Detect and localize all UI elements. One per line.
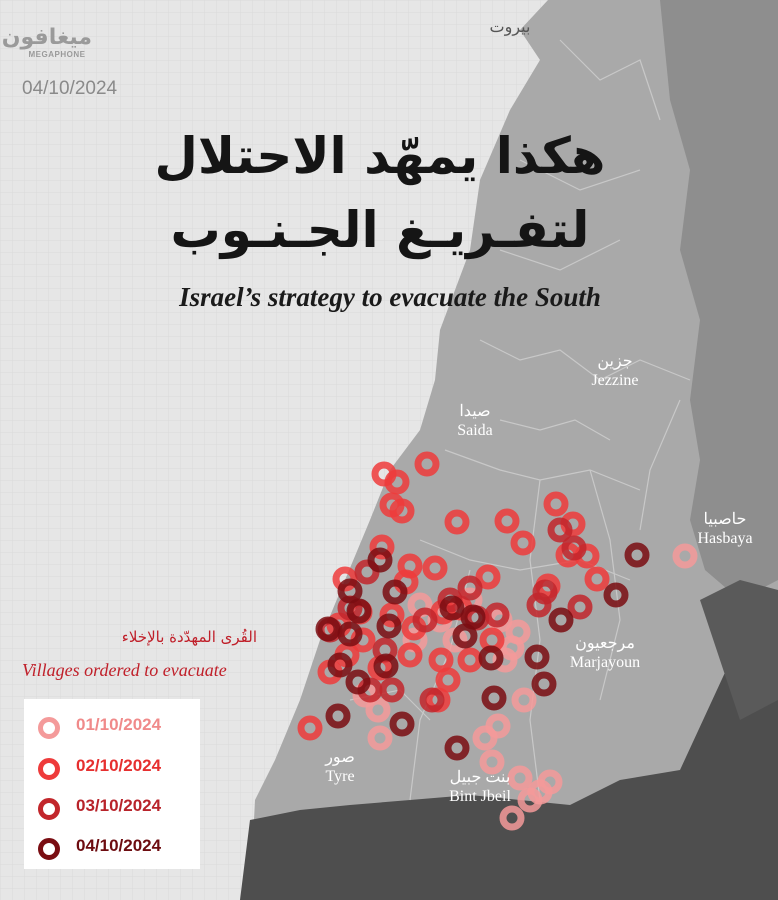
city-hasbaya-en: Hasbaya	[697, 530, 753, 547]
city-hasbaya-ar: حاصبيا	[703, 511, 747, 528]
legend-dot-icon	[38, 838, 60, 860]
city-label-beirut	[470, 18, 550, 37]
city-label-jezzine	[575, 352, 655, 390]
city-label-marjayoun	[550, 634, 660, 672]
legend-heading-arabic: القُرى المهدّدة بالإخلاء	[121, 628, 257, 646]
publish-date: 04/10/2024	[22, 78, 118, 99]
legend-label: 01/10/2024	[76, 715, 162, 734]
logo-english-text: MEGAPHONE	[28, 50, 86, 59]
legend-item-0	[24, 711, 200, 741]
city-tyre-ar: صور	[325, 749, 355, 766]
logo-arabic-text: ميغافون	[1, 25, 92, 50]
city-marjayoun-en: Marjayoun	[569, 654, 641, 671]
title-arabic-line1: هكذا يمهّد الاحتلال	[154, 127, 606, 185]
city-label-hasbaya	[680, 510, 770, 548]
legend-item-2	[24, 792, 200, 822]
legend-box	[24, 699, 200, 869]
city-tyre-en: Tyre	[325, 768, 355, 785]
title-english: Israel’s strategy to evacuate the South	[179, 282, 601, 312]
city-label-bint-jbeil	[430, 768, 530, 806]
title-arabic-line2: لتفـريـغ الجـنـوب	[170, 201, 590, 259]
city-beirut-ar: بيروت	[489, 19, 531, 36]
city-jezzine-ar: جزين	[597, 353, 633, 370]
city-bint-jbeil-ar: بنت جبيل	[449, 769, 511, 786]
legend-dot-icon	[38, 717, 60, 739]
city-saida-en: Saida	[457, 422, 493, 439]
city-marjayoun-ar: مرجعيون	[575, 635, 635, 652]
city-label-tyre	[305, 748, 375, 786]
city-bint-jbeil-en: Bint Jbeil	[449, 788, 511, 805]
city-label-saida	[435, 402, 515, 440]
city-jezzine-en: Jezzine	[591, 372, 639, 389]
legend-item-1	[24, 752, 200, 782]
legend-heading-english: Villages ordered to evacuate	[22, 660, 227, 680]
legend-label: 04/10/2024	[76, 836, 162, 855]
city-saida-ar: صيدا	[459, 403, 491, 420]
legend-label: 03/10/2024	[76, 796, 162, 815]
legend-dot-icon	[38, 758, 60, 780]
legend-item-3	[24, 832, 200, 862]
legend-label: 02/10/2024	[76, 756, 162, 775]
legend-dot-icon	[38, 798, 60, 820]
medaphone-logo	[1, 25, 92, 70]
